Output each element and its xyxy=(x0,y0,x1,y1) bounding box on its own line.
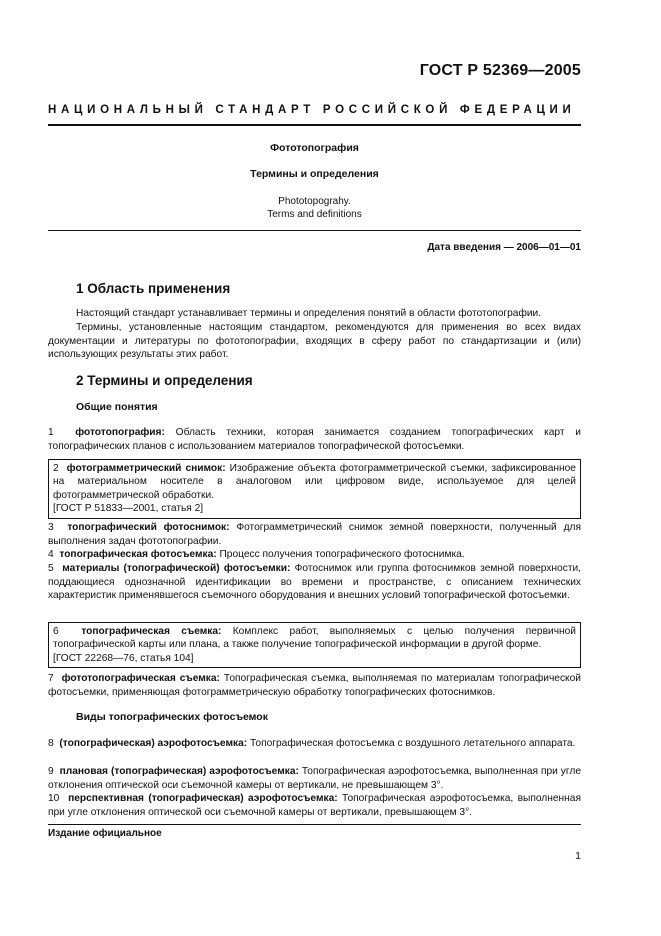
term-definition: Процесс получения топографического фотоснимка. xyxy=(219,549,465,560)
term-definition: Топографическая фотосъемка с воздушного летательного аппарата. xyxy=(250,738,576,749)
title-divider xyxy=(48,230,581,231)
section-1-paragraph-1: Настоящий стандарт устанавливает термины и определения понятий в области фототопографии. xyxy=(76,308,542,319)
term-entry-5 xyxy=(48,562,581,603)
section-2-heading: 2 Термины и определения xyxy=(76,373,253,388)
term-number: 1 xyxy=(48,427,54,438)
term-number: 8 xyxy=(48,738,54,749)
term-entry-6-box xyxy=(48,622,581,668)
term-name: фототопографическая съемка: xyxy=(61,673,220,684)
term-definition: Комплекс работ, выполняемых с целью получения первичной топографической карты или плана, а также получение топографической информации в другой форме. xyxy=(53,626,576,651)
footer-divider xyxy=(48,824,581,825)
section-1-paragraph-2: Термины, установленные настоящим стандартом, рекомендуются для применения во всех видах документации и литературы по фототопографии, входящих в сферу работ по стандартизации и (или) использующих результаты этих работ. xyxy=(48,322,581,361)
term-number: 6 xyxy=(53,626,59,637)
term-entry-9 xyxy=(48,765,581,792)
term-definition: Топографическая съемка, выполняемая по материалам топографической фотосъемки, применяющая фотограмметрическую обработку топографических фотоснимков. xyxy=(48,673,581,698)
national-standard-banner: НАЦИОНАЛЬНЫЙ СТАНДАРТ РОССИЙСКОЙ ФЕДЕРАЦИИ xyxy=(48,104,576,116)
term-name: топографический фотоснимок: xyxy=(67,522,230,533)
term-number: 3 xyxy=(48,522,54,533)
term-number: 10 xyxy=(48,793,60,804)
term-entry-2-box xyxy=(48,459,581,519)
page-number: 1 xyxy=(575,850,581,862)
term-entry-7 xyxy=(48,672,581,699)
section-1-heading: 1 Область применения xyxy=(76,281,231,296)
term-name: (топографическая) аэрофотосъемка: xyxy=(59,738,248,749)
term-source-reference: [ГОСТ 22268—76, статья 104] xyxy=(53,652,194,664)
term-definition: Область техники, которая занимается созданием топографических карт и топографических планов с использованием материалов топографической фотосъемки. xyxy=(48,427,581,452)
term-name: материалы (топографической) фотосъемки: xyxy=(62,563,291,574)
term-name: топографическая фотосъемка: xyxy=(59,549,217,560)
term-number: 5 xyxy=(48,563,54,574)
term-name: топографическая съемка: xyxy=(81,626,222,637)
term-definition: Топографическая аэрофотосъемка, выполненная при угле отклонения оптической оси съемочной камеры от вертикали, превышающем 3°. xyxy=(48,793,581,818)
term-name: фотограмметрический снимок: xyxy=(66,463,226,474)
term-definition: Изображение объекта фотограмметрической съемки, зафиксированное на материальном носителе в аналоговом или цифровом виде, используемое для целей фотограмметрической обработки. xyxy=(53,463,576,501)
subheading-general-concepts: Общие понятия xyxy=(76,401,158,413)
term-definition: Топографическая аэрофотосъемка, выполненная при угле отклонения оптической оси съемочной камеры от вертикали, не превышающем 3°. xyxy=(48,766,582,791)
term-name: плановая (топографическая) аэрофотосъемка: xyxy=(59,766,299,777)
term-number: 2 xyxy=(53,463,59,474)
term-entry-4 xyxy=(48,548,581,562)
term-definition: Фотоснимок или группа фотоснимков земной поверхности, поддающиеся однозначной идентификации во времени и пространстве, с описанием технических характеристик применявшегося съемочного оборудования и внешних условий топографической фотосъемки. xyxy=(48,563,582,602)
subheading-photo-survey-types: Виды топографических фотосъемок xyxy=(76,711,268,723)
document-subtitle: Термины и определения xyxy=(250,168,379,180)
term-definition: Фотограмметрический снимок земной поверхности, полученный для выполнения задач фототопографии. xyxy=(48,522,581,547)
title-english-line2: Terms and definitions xyxy=(267,209,362,220)
term-entry-10 xyxy=(48,792,581,819)
term-source-reference: [ГОСТ Р 51833—2001, статья 2] xyxy=(53,503,204,515)
term-name: фототопография: xyxy=(75,427,165,438)
title-english-line1: Phototopograhy. xyxy=(278,196,351,207)
introduction-date: Дата введения — 2006—01—01 xyxy=(427,242,581,253)
term-entry-3 xyxy=(48,521,581,548)
term-entry-1 xyxy=(48,426,581,453)
term-name: перспективная (топографическая) аэрофотосъемка: xyxy=(68,793,338,804)
header-divider xyxy=(48,124,581,126)
term-number: 9 xyxy=(48,766,54,777)
term-number: 4 xyxy=(48,549,54,560)
document-title-english xyxy=(48,195,581,221)
standard-number: ГОСТ Р 52369—2005 xyxy=(419,62,581,79)
document-title: Фототопография xyxy=(270,142,359,154)
term-number: 7 xyxy=(48,673,54,684)
term-entry-8 xyxy=(48,737,581,751)
official-edition-label: Издание официальное xyxy=(48,828,162,839)
